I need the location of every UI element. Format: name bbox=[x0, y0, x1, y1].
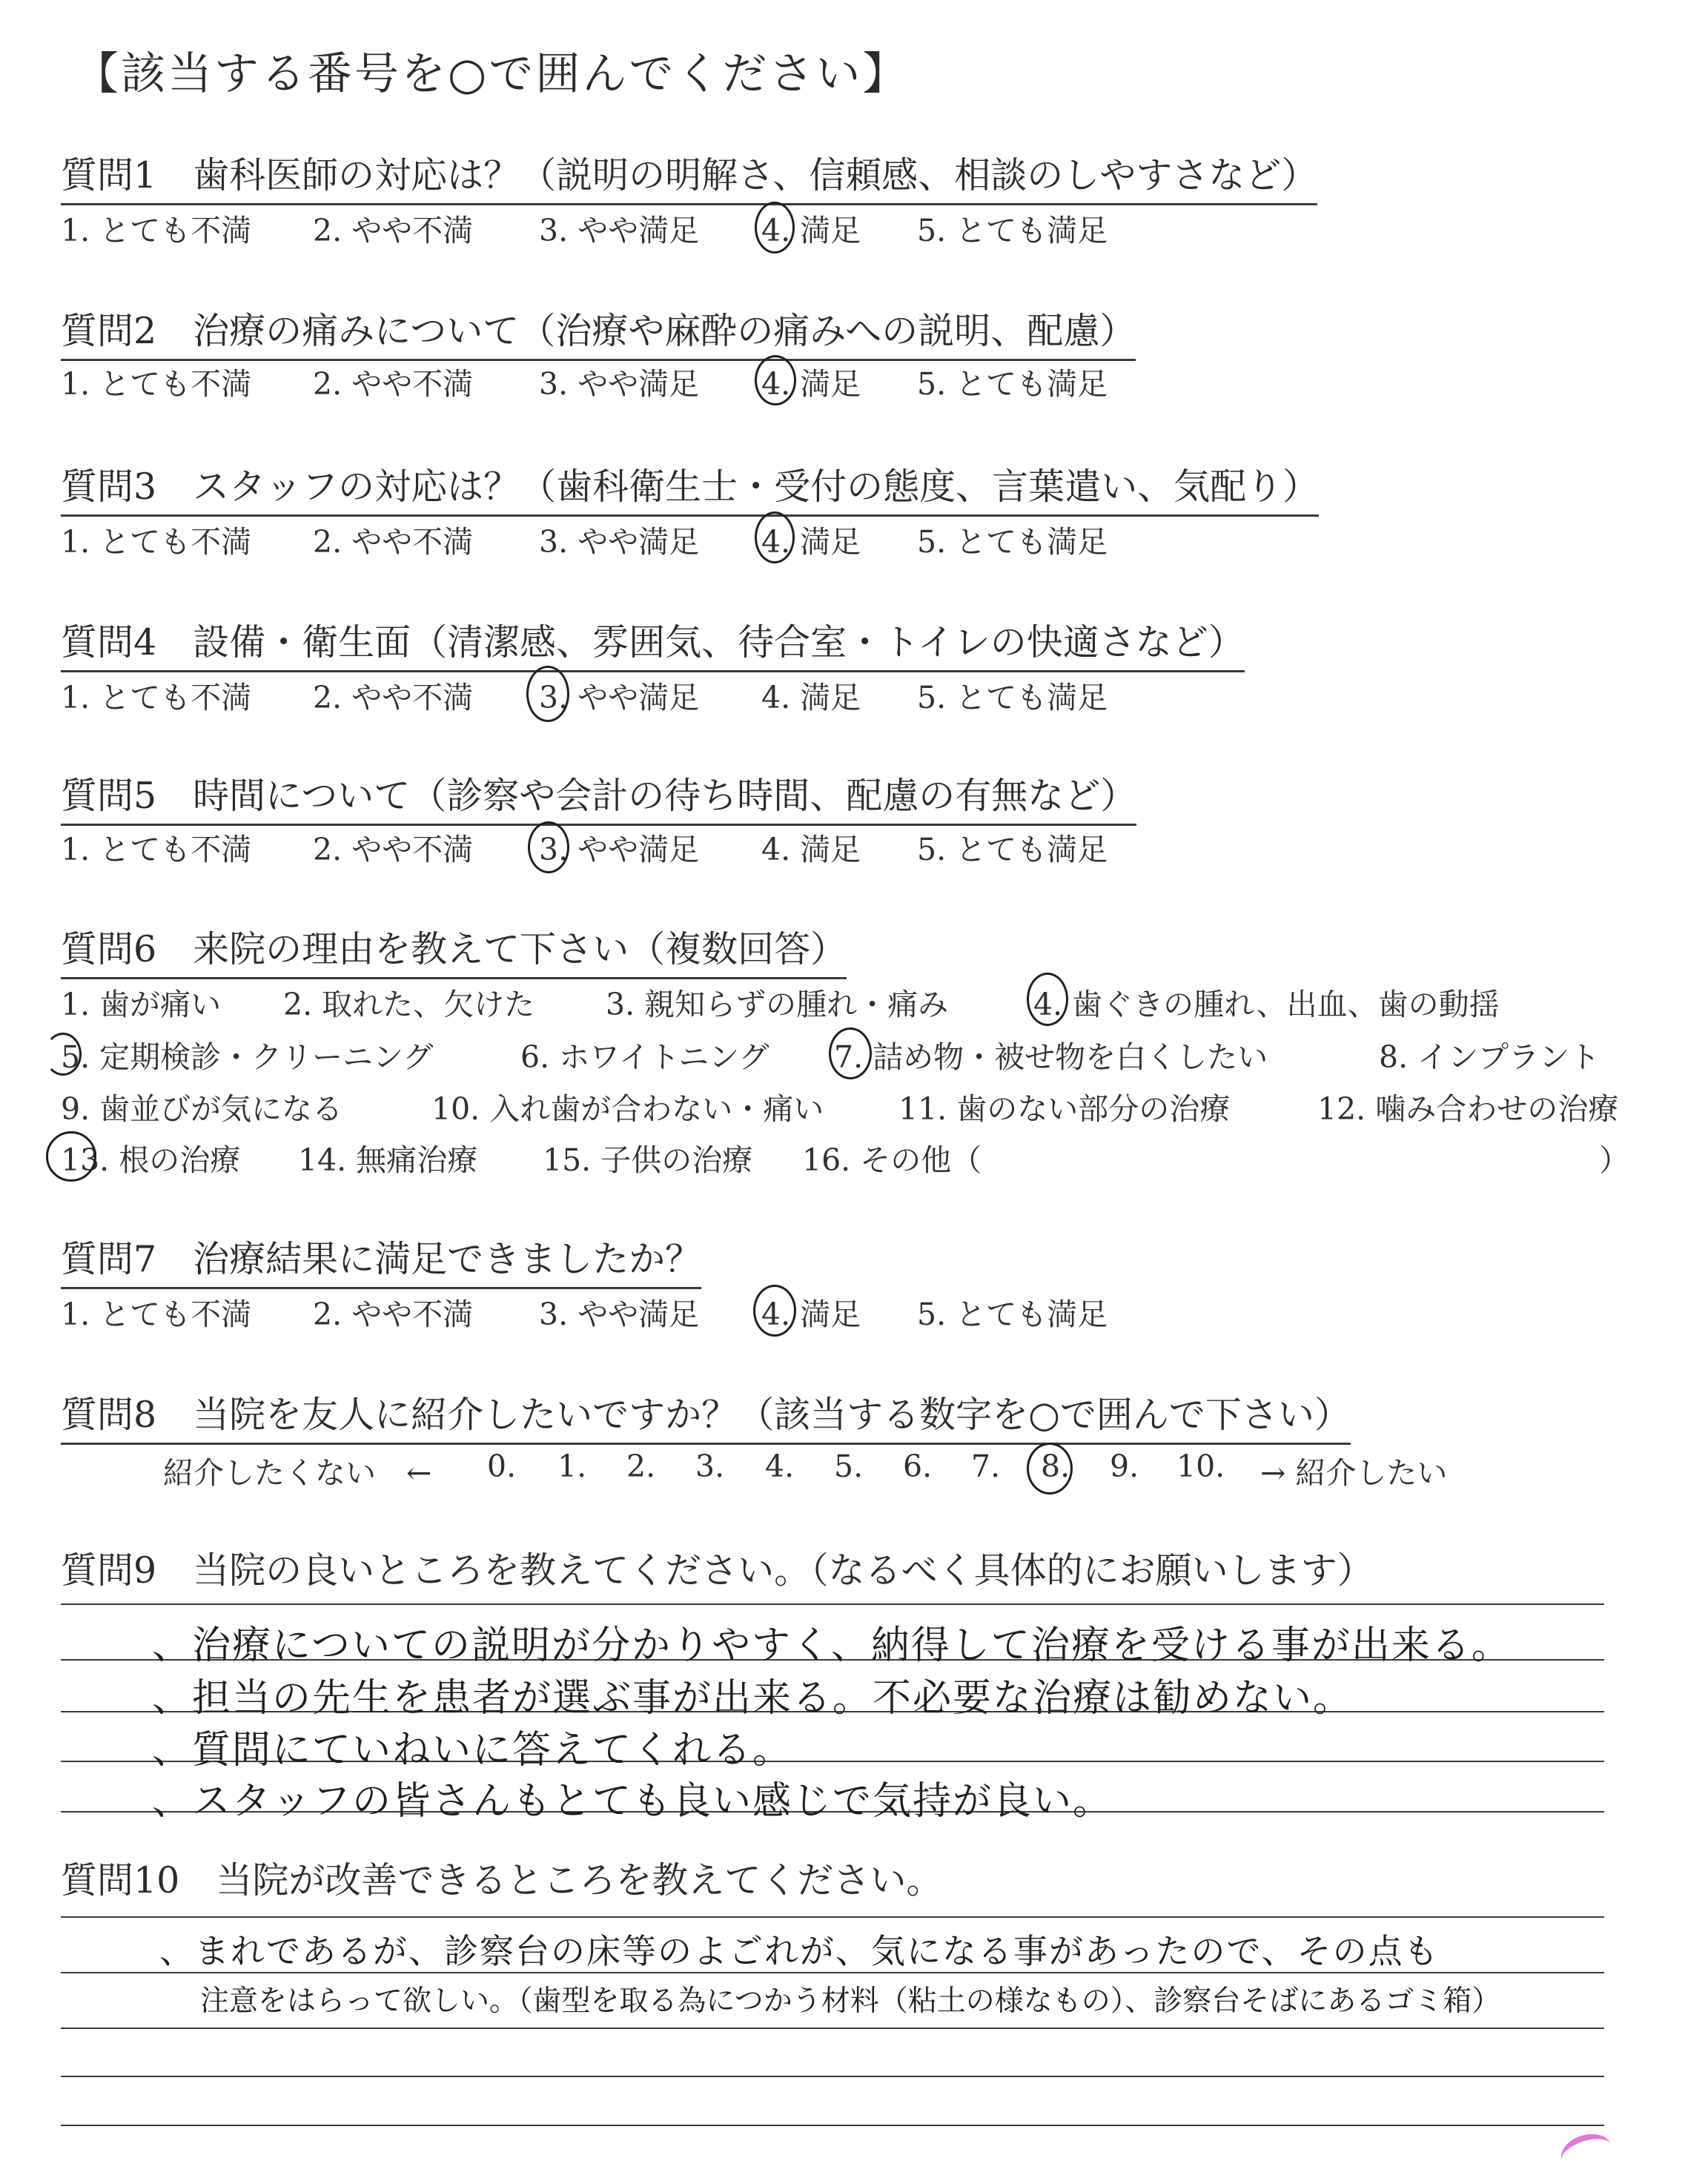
q6-option-14[interactable]: 14. 無痛治療 bbox=[298, 1142, 478, 1178]
q9-answer-line: 、担当の先生を患者が選ぶ事が出来る。不必要な治療は勧めない。 bbox=[152, 1676, 1354, 1721]
q6-option-13[interactable]: 13. 根の治療 bbox=[61, 1142, 241, 1178]
q6-other-close-paren: ） bbox=[1599, 1142, 1629, 1178]
q1-option-4[interactable]: 4. 満足 bbox=[761, 213, 861, 248]
q8-scale-9[interactable]: 9. bbox=[1110, 1449, 1139, 1484]
q8-scale-2[interactable]: 2. bbox=[626, 1449, 656, 1484]
q4-option-3[interactable]: 3. やや満足 bbox=[539, 680, 700, 715]
q6-option-1[interactable]: 1. 歯が痛い bbox=[61, 987, 222, 1022]
q9-answer-line: 、スタッフの皆さんもとても良い感じで気持が良い。 bbox=[152, 1779, 1113, 1824]
q2-option-2[interactable]: 2. やや不満 bbox=[313, 366, 474, 402]
q4-option-1[interactable]: 1. とても不満 bbox=[61, 680, 252, 715]
question-2-title: 質問2 治療の痛みについて（治療や麻酔の痛みへの説明、配慮） bbox=[61, 302, 1136, 361]
q10-answer-line: 、まれであるが、診察台の床等のよごれが、気になる事があったので、その点も bbox=[159, 1931, 1440, 1971]
q6-option-2[interactable]: 2. 取れた、欠けた bbox=[283, 987, 535, 1022]
q8-scale-8[interactable]: 8. bbox=[1041, 1449, 1070, 1484]
q8-left-label: 紹介したくない ← bbox=[163, 1455, 432, 1491]
q3-option-2[interactable]: 2. やや不満 bbox=[313, 524, 474, 560]
q8-right-label: → 紹介したい bbox=[1260, 1455, 1448, 1491]
q2-option-1[interactable]: 1. とても不満 bbox=[61, 366, 252, 402]
q4-option-5[interactable]: 5. とても満足 bbox=[917, 680, 1108, 715]
q8-scale-3[interactable]: 3. bbox=[695, 1449, 725, 1484]
q1-option-3[interactable]: 3. やや満足 bbox=[539, 213, 700, 248]
q6-option-6[interactable]: 6. ホワイトニング bbox=[520, 1039, 769, 1075]
q6-option-15[interactable]: 15. 子供の治療 bbox=[543, 1142, 753, 1178]
q6-option-9[interactable]: 9. 歯並びが気になる bbox=[61, 1091, 343, 1127]
q10-rule-line bbox=[61, 1916, 1604, 1918]
q6-option-11[interactable]: 11. 歯のない部分の治療 bbox=[898, 1091, 1231, 1127]
q1-option-5[interactable]: 5. とても満足 bbox=[917, 213, 1108, 248]
page-header: 【該当する番号を○で囲んでください】 bbox=[74, 48, 910, 100]
pink-ink-mark bbox=[1556, 2128, 1616, 2177]
question-1-title: 質問1 歯科医師の対応は？（説明の明解さ、信頼感、相談のしやすさなど） bbox=[61, 147, 1317, 205]
q3-option-3[interactable]: 3. やや満足 bbox=[539, 524, 700, 560]
q8-scale-7[interactable]: 7. bbox=[971, 1449, 1001, 1484]
question-3-title: 質問3 スタッフの対応は？（歯科衛生士・受付の態度、言葉遣い、気配り） bbox=[61, 458, 1319, 517]
q3-option-1[interactable]: 1. とても不満 bbox=[61, 524, 252, 560]
q10-rule-line bbox=[61, 2076, 1604, 2077]
question-7-title: 質問7 治療結果に満足できましたか？ bbox=[61, 1231, 701, 1289]
q10-rule-line bbox=[61, 2028, 1604, 2029]
q8-scale-6[interactable]: 6. bbox=[903, 1449, 933, 1484]
q5-option-4[interactable]: 4. 満足 bbox=[761, 832, 861, 867]
q7-option-5[interactable]: 5. とても満足 bbox=[917, 1297, 1108, 1332]
q6-option-10[interactable]: 10. 入れ歯が合わない・痛い bbox=[431, 1091, 824, 1127]
q6-option-4[interactable]: 4. 歯ぐきの腫れ、出血、歯の動揺 bbox=[1033, 987, 1500, 1022]
q1-option-1[interactable]: 1. とても不満 bbox=[61, 213, 252, 248]
q7-option-4[interactable]: 4. 満足 bbox=[761, 1297, 861, 1332]
question-6-title: 質問6 来院の理由を教えて下さい（複数回答） bbox=[61, 921, 847, 979]
q2-option-5[interactable]: 5. とても満足 bbox=[917, 366, 1108, 402]
question-4-title: 質問4 設備・衛生面（清潔感、雰囲気、待合室・トイレの快適さなど） bbox=[61, 614, 1245, 672]
q2-option-3[interactable]: 3. やや満足 bbox=[539, 366, 700, 402]
q5-option-1[interactable]: 1. とても不満 bbox=[61, 832, 252, 867]
question-5-title: 質問5 時間について（診察や会計の待ち時間、配慮の有無など） bbox=[61, 767, 1136, 826]
q6-option-7[interactable]: 7. 詰め物・被せ物を白くしたい bbox=[834, 1039, 1268, 1075]
question-8-title: 質問8 当院を友人に紹介したいですか？（該当する数字を○で囲んで下さい） bbox=[61, 1386, 1351, 1445]
q10-answer-line: 注意をはらって欲しい。（歯型を取る為につかう材料（粘土の様なもの）、診察台そばにあるゴミ箱） bbox=[200, 1985, 1501, 2018]
q4-option-4[interactable]: 4. 満足 bbox=[761, 680, 861, 715]
q8-scale-4[interactable]: 4. bbox=[765, 1449, 795, 1484]
q8-scale-5[interactable]: 5. bbox=[834, 1449, 864, 1484]
q6-option-5[interactable]: 5. 定期検診・クリーニング bbox=[61, 1039, 434, 1075]
q5-option-2[interactable]: 2. やや不満 bbox=[313, 832, 474, 867]
q3-option-5[interactable]: 5. とても満足 bbox=[917, 524, 1108, 560]
q6-option-12[interactable]: 12. 噛み合わせの治療 bbox=[1317, 1091, 1619, 1127]
question-9-title: 質問9 当院の良いところを教えてください。（なるべく具体的にお願いします） bbox=[61, 1549, 1374, 1592]
q8-scale-0[interactable]: 0. bbox=[487, 1449, 517, 1484]
q3-option-4[interactable]: 4. 満足 bbox=[761, 524, 861, 560]
q9-rule-line bbox=[61, 1603, 1604, 1605]
q6-option-8[interactable]: 8. インプラント bbox=[1379, 1039, 1601, 1075]
q7-option-3[interactable]: 3. やや満足 bbox=[539, 1297, 700, 1332]
question-10-title: 質問10 当院が改善できるところを教えてください。 bbox=[61, 1859, 943, 1901]
q6-option-3[interactable]: 3. 親知らずの腫れ・痛み bbox=[606, 987, 949, 1022]
q7-option-1[interactable]: 1. とても不満 bbox=[61, 1297, 252, 1332]
q5-option-3[interactable]: 3. やや満足 bbox=[539, 832, 700, 867]
q7-option-2[interactable]: 2. やや不満 bbox=[313, 1297, 474, 1332]
q9-answer-line: 、治療についての説明が分かりやすく、納得して治療を受ける事が出来る。 bbox=[152, 1623, 1512, 1668]
q4-option-2[interactable]: 2. やや不満 bbox=[313, 680, 474, 715]
q2-option-4[interactable]: 4. 満足 bbox=[761, 366, 861, 402]
q10-rule-line bbox=[61, 2125, 1604, 2126]
q6-option-16[interactable]: 16. その他（ bbox=[802, 1142, 982, 1178]
q1-option-2[interactable]: 2. やや不満 bbox=[313, 213, 474, 248]
q5-option-5[interactable]: 5. とても満足 bbox=[917, 832, 1108, 867]
q8-scale-10[interactable]: 10. bbox=[1176, 1449, 1225, 1484]
q8-scale-1[interactable]: 1. bbox=[557, 1449, 587, 1484]
q9-answer-line: 、質問にていねいに答えてくれる。 bbox=[152, 1728, 793, 1772]
